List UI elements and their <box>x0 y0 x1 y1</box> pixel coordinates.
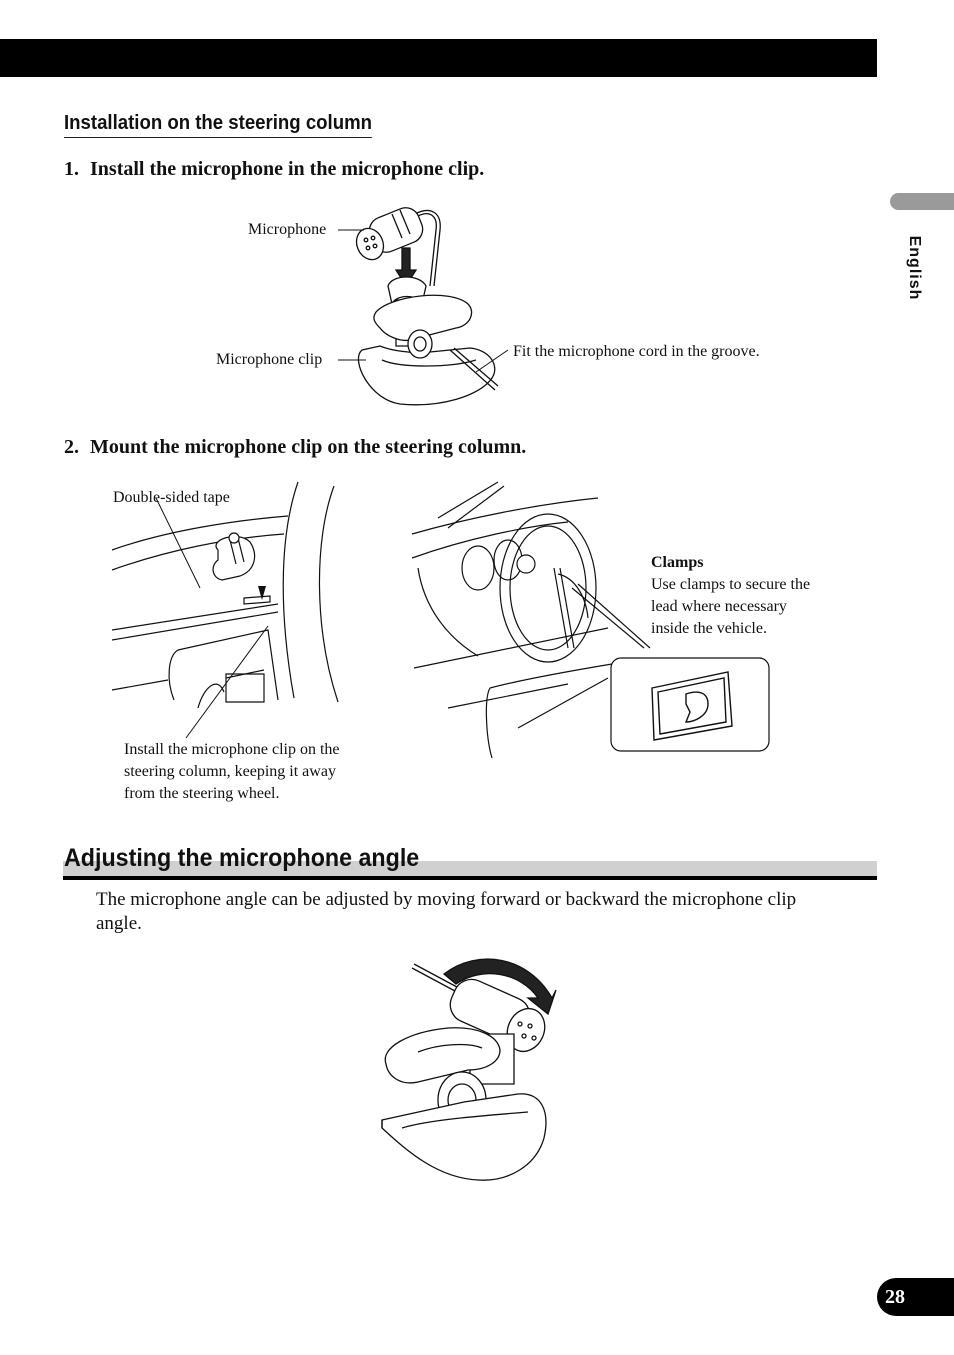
install-note-line-3: from the steering wheel. <box>124 785 280 802</box>
install-note-line-1: Install the microphone clip on the <box>124 741 340 758</box>
header-bar <box>0 39 877 77</box>
label-microphone-clip: Microphone clip <box>216 351 323 368</box>
step-2 <box>64 436 526 459</box>
body-paragraph: The microphone angle can be adjusted by moving forward or backward the microphone clip angle. <box>96 889 797 934</box>
step-1 <box>64 158 484 181</box>
language-tab-marker <box>890 193 954 210</box>
clamps-line-3: inside the vehicle. <box>651 620 767 637</box>
section-heading: Adjusting the microphone angle <box>64 844 420 872</box>
clamps-note <box>651 552 810 640</box>
clamps-line-2: lead where necessary <box>651 598 787 615</box>
microphone-angle-illustration <box>378 952 558 1184</box>
label-groove-note: Fit the microphone cord in the groove. <box>513 343 760 360</box>
label-microphone: Microphone <box>248 221 327 238</box>
page-number: 28 <box>877 1278 954 1316</box>
language-tab-label: English <box>906 235 923 301</box>
clamps-title: Clamps <box>651 554 704 571</box>
section-subheading: Installation on the steering column <box>64 112 372 138</box>
step-2-text: Mount the microphone clip on the steering column. <box>90 436 527 458</box>
step-2-number: 2. <box>64 436 79 458</box>
section-heading-rule <box>63 876 877 880</box>
install-note-line-2: steering column, keeping it away <box>124 763 336 780</box>
microphone-clip-illustration <box>330 200 510 410</box>
clamps-line-1: Use clamps to secure the <box>651 576 811 593</box>
install-note <box>124 739 340 805</box>
steering-column-illustration <box>108 480 348 744</box>
label-double-sided-tape: Double-sided tape <box>113 489 230 506</box>
step-1-text: Install the microphone in the microphone clip. <box>90 158 485 180</box>
step-1-number: 1. <box>64 158 79 180</box>
